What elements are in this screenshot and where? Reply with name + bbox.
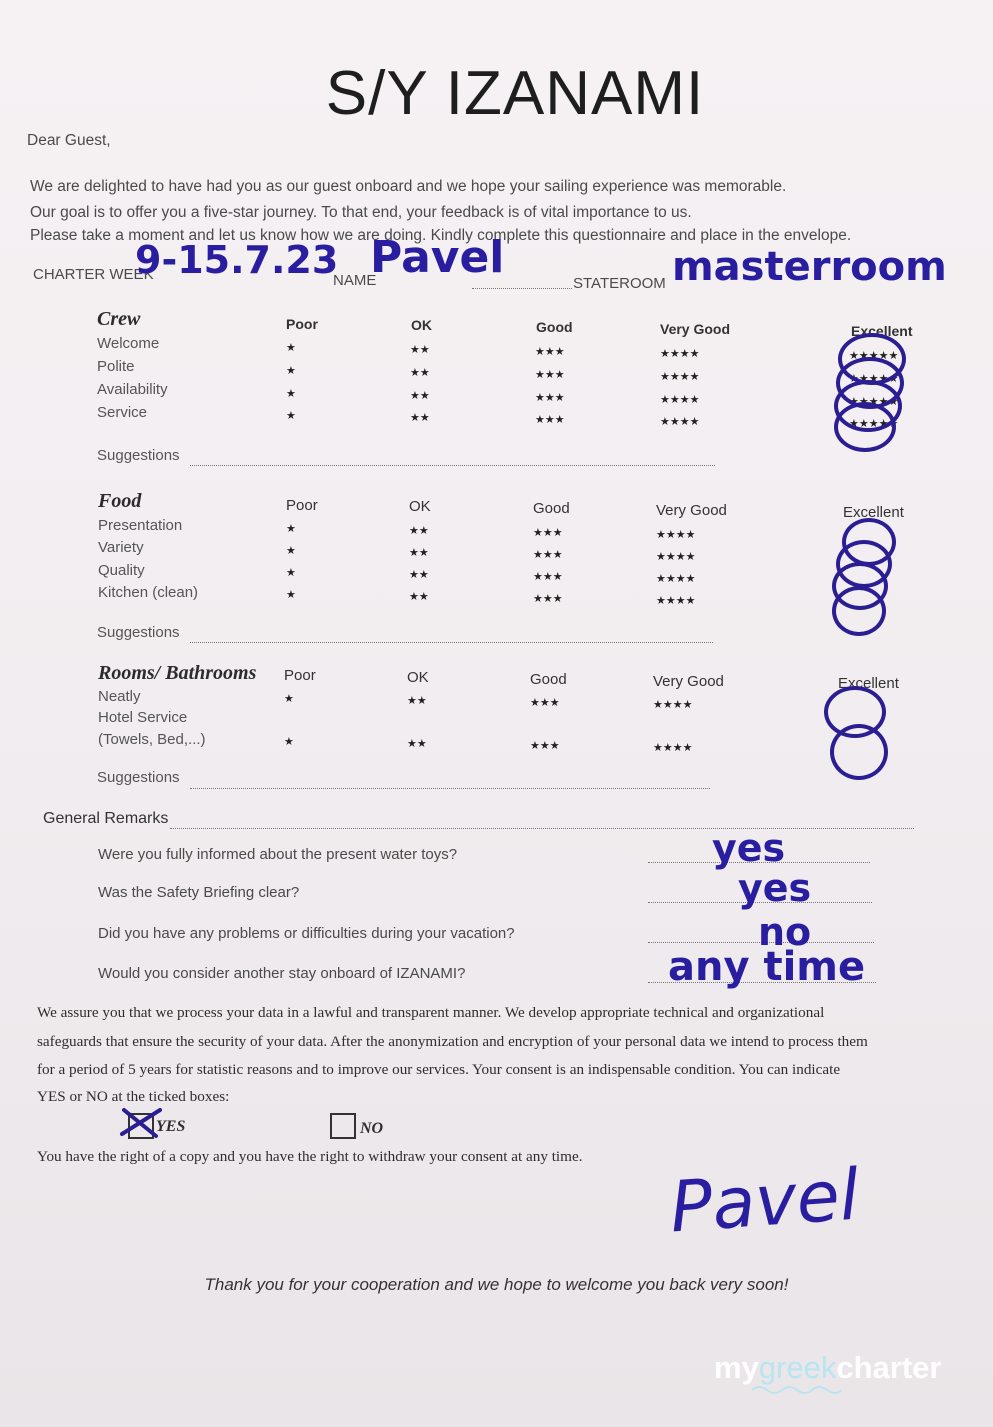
star-2: ★★: [410, 344, 430, 356]
star-4: ★★★★: [656, 595, 696, 607]
crew-item-availability: Availability: [97, 381, 168, 398]
intro-line-1: We are delighted to have had you as our guest onboard and we hope your sailing experience was memorable.: [30, 178, 787, 195]
star-1: ★: [286, 410, 296, 422]
star-3: ★★★: [535, 369, 565, 381]
star-3: ★★★: [533, 571, 563, 583]
crew-item-service: Service: [97, 404, 148, 421]
star-1: ★: [286, 523, 296, 535]
footer-thanks: Thank you for your cooperation and we hope to welcome you back very soon!: [204, 1275, 789, 1294]
star-4: ★★★★: [660, 416, 700, 428]
charter-week-value: 9-15.7.23: [135, 238, 339, 282]
rooms-item-hotel-service: Hotel Service: [98, 709, 188, 726]
intro-line-3: Please take a moment and let us know how we are doing. Kindly complete this questionnaire and place in the envelope.: [30, 227, 852, 244]
rooms-item-towels: (Towels, Bed,...): [98, 731, 206, 748]
star-2: ★★: [407, 738, 427, 750]
answer-4: any time: [668, 944, 866, 990]
star-1: ★: [286, 388, 296, 400]
star-2: ★★: [410, 367, 430, 379]
stateroom-value: masterroom: [672, 244, 947, 290]
header-poor: Poor: [284, 667, 316, 684]
star-3: ★★★: [535, 392, 565, 404]
mygreekcharter-logo: [714, 1350, 941, 1386]
star-2: ★★: [409, 547, 429, 559]
star-4: ★★★★: [660, 394, 700, 406]
consent-no-checkbox[interactable]: [330, 1113, 356, 1139]
star-5: ★★★★★: [849, 373, 899, 385]
intro-line-2: Our goal is to offer you a five-star journey. To that end, your feedback is of vital importance to us.: [30, 204, 692, 221]
star-1: ★: [286, 365, 296, 377]
category-food: Food: [98, 490, 142, 512]
rooms-item-neatly: Neatly: [98, 688, 141, 705]
star-3: ★★★: [535, 414, 565, 426]
food-suggestions-line: [190, 642, 713, 643]
header-very-good: Very Good: [656, 502, 727, 519]
star-1: ★: [284, 736, 294, 748]
star-4: ★★★★: [656, 551, 696, 563]
logo-part-my: my: [714, 1350, 759, 1385]
header-poor: Poor: [286, 316, 318, 332]
consent-yes-label: YES: [156, 1118, 186, 1135]
star-4: ★★★★: [653, 699, 693, 711]
rating-circle-mark: [832, 586, 886, 636]
star-4: ★★★★: [653, 742, 693, 754]
star-4: ★★★★: [656, 529, 696, 541]
header-ok: OK: [407, 669, 429, 686]
answer-2: yes: [738, 866, 812, 910]
star-5: ★★★★★: [849, 396, 899, 408]
general-remarks-label: General Remarks: [43, 810, 169, 827]
food-item-presentation: Presentation: [98, 517, 183, 534]
crew-suggestions-label: Suggestions: [97, 447, 180, 464]
food-item-quality: Quality: [98, 562, 145, 579]
star-3: ★★★: [533, 527, 563, 539]
answer-1: yes: [712, 826, 786, 870]
question-3: Did you have any problems or difficulties during your vacation?: [98, 925, 515, 942]
header-ok: OK: [409, 498, 431, 515]
crew-item-welcome: Welcome: [97, 335, 160, 352]
consent-line-4: YES or NO at the ticked boxes:: [37, 1088, 230, 1105]
header-good: Good: [530, 671, 567, 688]
consent-no-label: NO: [360, 1120, 384, 1137]
logo-part-greek: greek: [758, 1350, 837, 1385]
logo-wave-icon: [752, 1384, 842, 1396]
header-good: Good: [533, 500, 570, 517]
star-3: ★★★: [533, 593, 563, 605]
rooms-suggestions-label: Suggestions: [97, 769, 180, 786]
header-very-good: Very Good: [653, 673, 724, 690]
star-2: ★★: [407, 695, 427, 707]
category-crew: Crew: [97, 308, 141, 330]
star-5: ★★★★★: [849, 418, 899, 430]
star-1: ★: [286, 589, 296, 601]
star-4: ★★★★: [656, 573, 696, 585]
star-3: ★★★: [530, 697, 560, 709]
header-ok: OK: [411, 317, 432, 333]
star-1: ★: [286, 545, 296, 557]
greeting: Dear Guest,: [27, 132, 111, 149]
charter-week-label: CHARTER WEEK: [33, 266, 154, 283]
star-2: ★★: [409, 569, 429, 581]
star-2: ★★: [410, 390, 430, 402]
consent-line-3: for a period of 5 years for statistic reasons and to improve our services. Your consent is an indispensable condition. You can indicate: [37, 1061, 841, 1078]
star-1: ★: [286, 567, 296, 579]
question-2: Was the Safety Briefing clear?: [98, 884, 300, 901]
star-5: ★★★★★: [849, 350, 899, 362]
crew-suggestions-line: [190, 465, 715, 466]
star-3: ★★★: [535, 346, 565, 358]
star-4: ★★★★: [660, 371, 700, 383]
star-3: ★★★: [530, 740, 560, 752]
header-excellent: Excellent: [843, 504, 904, 521]
header-excellent: Excellent: [838, 675, 899, 692]
star-2: ★★: [409, 591, 429, 603]
form-title: S/Y IZANAMI: [325, 59, 705, 128]
question-1: Were you fully informed about the present water toys?: [98, 846, 458, 863]
food-suggestions-label: Suggestions: [97, 624, 180, 641]
name-value: Pavel: [370, 232, 505, 283]
name-label: NAME: [333, 272, 377, 289]
star-1: ★: [286, 342, 296, 354]
food-item-variety: Variety: [98, 539, 144, 556]
stateroom-dotted-line: [472, 288, 572, 289]
signature: Pavel: [667, 1153, 862, 1249]
star-2: ★★: [409, 525, 429, 537]
rooms-suggestions-line: [190, 788, 710, 789]
star-3: ★★★: [533, 549, 563, 561]
food-item-kitchen: Kitchen (clean): [98, 584, 199, 601]
stateroom-label: STATEROOM: [573, 275, 666, 292]
rating-circle-mark: [834, 402, 899, 452]
rating-circle-mark: [830, 724, 888, 780]
header-excellent: Excellent: [851, 323, 913, 339]
answer-3: no: [758, 910, 812, 954]
general-remarks-line: [170, 828, 914, 829]
header-poor: Poor: [286, 497, 318, 514]
star-4: ★★★★: [660, 348, 700, 360]
category-rooms: Rooms/ Bathrooms: [98, 662, 257, 684]
star-1: ★: [284, 693, 294, 705]
logo-part-charter: charter: [836, 1350, 942, 1385]
question-4: Would you consider another stay onboard of IZANAMI?: [98, 965, 466, 982]
header-good: Good: [536, 319, 573, 335]
consent-line-1: We assure you that we process your data in a lawful and transparent manner. We develop appropriate technical and organizational: [37, 1004, 825, 1021]
crew-item-polite: Polite: [97, 358, 135, 375]
star-2: ★★: [410, 412, 430, 424]
consent-line-2: safeguards that ensure the security of your data. After the anonymization and encryption of your personal data we intend to process them: [37, 1033, 868, 1050]
rights-text: You have the right of a copy and you have the right to withdraw your consent at any time.: [37, 1148, 583, 1165]
header-very-good: Very Good: [660, 321, 731, 337]
